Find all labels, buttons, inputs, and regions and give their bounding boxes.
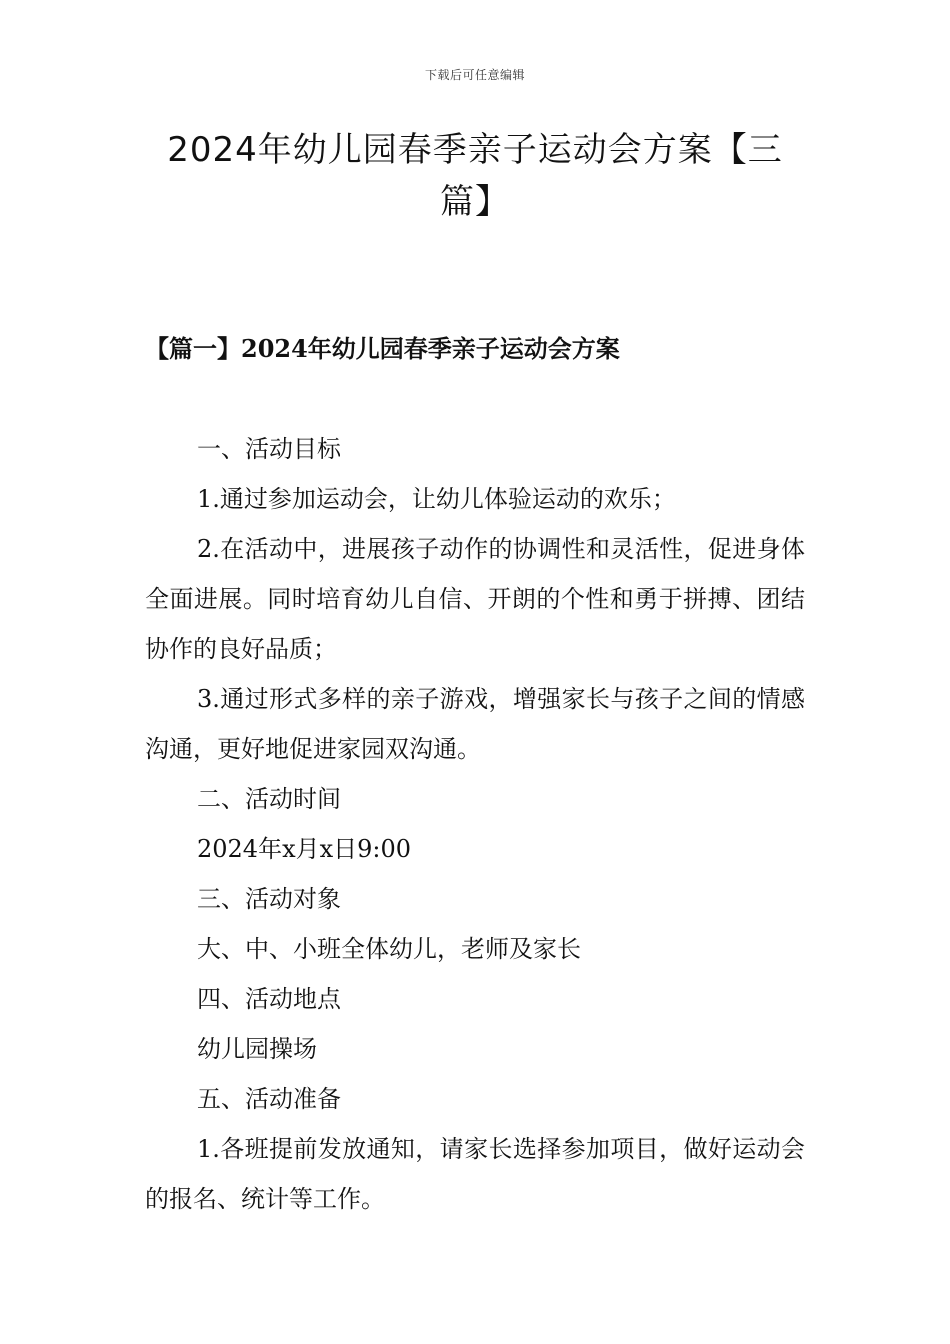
paragraph: 2024年x月x日9:00 [197,835,412,863]
section-title: 【篇一】2024年幼儿园春季亲子运动会方案 [145,334,620,363]
paragraph: 1.通过参加运动会，让幼儿体验运动的欢乐； [197,485,676,513]
paragraph: 幼儿园操场 [197,1035,317,1063]
heading-location: 四、活动地点 [197,985,341,1013]
heading-time: 二、活动时间 [197,785,341,813]
header-note: 下载后可任意编辑 [424,68,525,82]
document-body [145,424,805,1224]
paragraph: 3.通过形式多样的亲子游戏，增强家长与孩子之间的情感沟通，更好地促进家园双沟通。 [145,685,805,763]
paragraph: 大、中、小班全体幼儿，老师及家长 [197,935,581,963]
heading-goals: 一、活动目标 [197,435,341,463]
document-title: 2024年幼儿园春季亲子运动会方案【三篇】 [167,130,783,222]
heading-participants: 三、活动对象 [197,885,341,913]
paragraph: 1.各班提前发放通知，请家长选择参加项目，做好运动会的报名、统计等工作。 [145,1135,805,1213]
paragraph: 2.在活动中，进展孩子动作的协调性和灵活性，促进身体全面进展。同时培育幼儿自信、开朗的个性和勇于拼搏、团结协作的良好品质； [145,535,805,663]
heading-preparation: 五、活动准备 [197,1085,341,1113]
